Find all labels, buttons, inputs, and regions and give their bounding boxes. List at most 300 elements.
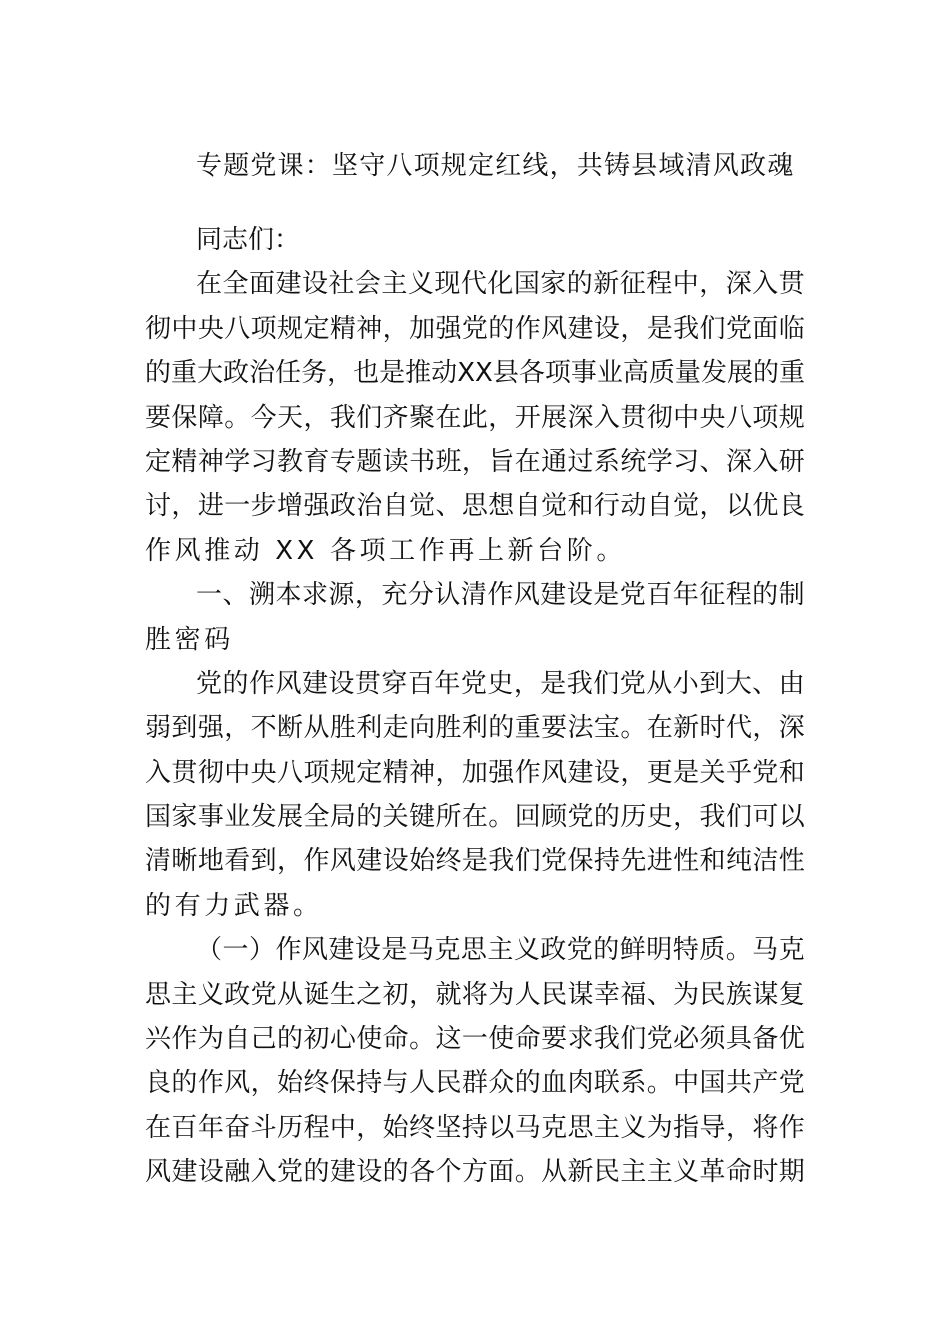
glyph: 神: [197, 446, 224, 477]
glyph: 强: [197, 713, 224, 744]
section-heading-line: [145, 618, 805, 662]
glyph: 我: [593, 1024, 620, 1055]
glyph: 设: [593, 757, 620, 788]
glyph: 学: [224, 446, 251, 477]
glyph: 齐: [382, 402, 409, 433]
glyph: 充: [381, 580, 408, 611]
glyph: 神: [409, 757, 436, 788]
glyph: ，: [725, 1112, 752, 1143]
paragraph-line: [145, 484, 805, 528]
glyph: 们: [620, 1024, 647, 1055]
glyph: 治: [249, 358, 276, 389]
glyph: （: [196, 935, 223, 966]
glyph: 精: [329, 313, 356, 344]
glyph: 义: [197, 979, 224, 1010]
glyph: 作: [197, 1068, 224, 1099]
glyph: 全: [303, 802, 330, 833]
glyph: 与: [382, 1068, 409, 1099]
glyph: 的: [752, 580, 779, 611]
glyph: 的: [488, 313, 515, 344]
glyph: 读: [382, 446, 409, 477]
glyph: 弱: [145, 713, 172, 744]
glyph: 作: [514, 313, 541, 344]
glyph: 坚: [435, 1112, 462, 1143]
glyph: 个: [435, 1157, 462, 1188]
glyph: 步: [250, 491, 277, 522]
glyph: 障: [197, 402, 224, 433]
glyph: ，: [513, 668, 540, 699]
glyph: 风: [541, 313, 568, 344]
glyph: 。: [224, 402, 251, 433]
glyph: 从: [541, 1157, 568, 1188]
glyph: 必: [673, 1024, 700, 1055]
glyph: 为: [488, 979, 515, 1010]
glyph: 社: [328, 269, 355, 300]
paragraph-line: [145, 839, 805, 883]
paragraph-line: [145, 351, 805, 395]
glyph: 深: [725, 446, 752, 477]
glyph: 入: [752, 269, 779, 300]
glyph: 作: [487, 580, 514, 611]
glyph: 深: [725, 269, 752, 300]
glyph: 此: [461, 402, 488, 433]
glyph: 推: [405, 358, 432, 389]
glyph: 不: [250, 713, 277, 744]
glyph: 主: [381, 269, 408, 300]
glyph: 事: [570, 358, 597, 389]
glyph: 性: [778, 846, 805, 877]
glyph: 旨: [488, 446, 515, 477]
glyph: 家: [540, 269, 567, 300]
glyph: 利: [461, 713, 488, 744]
glyph: 风: [541, 757, 568, 788]
glyph: 始: [409, 846, 436, 877]
glyph: 优: [778, 1024, 805, 1055]
paragraph-line: [145, 396, 805, 440]
glyph: 国: [699, 1068, 726, 1099]
glyph: 主: [646, 1157, 673, 1188]
glyph: 党: [646, 1024, 673, 1055]
glyph: 保: [329, 1068, 356, 1099]
glyph: 终: [303, 1068, 330, 1099]
glyph: 共: [725, 1068, 752, 1099]
glyph: 展: [541, 402, 568, 433]
glyph: 国: [145, 802, 172, 833]
glyph: 增: [277, 491, 304, 522]
glyph: 人: [514, 979, 541, 1010]
glyph: ，: [354, 580, 381, 611]
glyph: 定: [356, 757, 383, 788]
glyph: 觉: [409, 491, 436, 522]
glyph: 一: [224, 491, 251, 522]
glyph: 加: [461, 757, 488, 788]
glyph: ，: [461, 446, 488, 477]
glyph: 贯: [354, 668, 381, 699]
glyph: 进: [197, 491, 224, 522]
glyph: ，: [382, 313, 409, 344]
glyph: 党: [541, 846, 568, 877]
paragraph-line: [145, 662, 805, 706]
glyph: 研: [778, 446, 805, 477]
glyph: 的: [488, 713, 515, 744]
glyph: 由: [778, 668, 805, 699]
glyph: 回: [514, 802, 541, 833]
glyph: 的: [171, 1068, 198, 1099]
glyph: 百: [646, 580, 673, 611]
glyph: 强: [488, 757, 515, 788]
glyph: 想: [488, 491, 515, 522]
glyph: 使: [356, 1024, 383, 1055]
glyph: 题: [356, 446, 383, 477]
glyph: 业: [596, 358, 623, 389]
glyph: 更: [646, 757, 673, 788]
glyph: 们: [699, 313, 726, 344]
glyph: 福: [620, 979, 647, 1010]
glyph: ，: [277, 846, 304, 877]
glyph: 和: [699, 846, 726, 877]
glyph: 源: [328, 580, 355, 611]
glyph: 入: [145, 757, 172, 788]
glyph: 书: [409, 446, 436, 477]
glyph: 强: [303, 491, 330, 522]
glyph: 到: [699, 668, 726, 699]
glyph: 从: [303, 713, 330, 744]
glyph: 在: [461, 802, 488, 833]
glyph: 深: [567, 402, 594, 433]
glyph: 彻: [646, 402, 673, 433]
glyph: 党: [619, 580, 646, 611]
glyph: 育: [303, 446, 330, 477]
glyph: 入: [250, 1157, 277, 1188]
glyph: ，: [250, 1068, 277, 1099]
glyph: 代: [725, 713, 752, 744]
glyph: 利: [356, 713, 383, 744]
glyph: 强: [435, 313, 462, 344]
glyph: 重: [171, 358, 198, 389]
glyph: 走: [382, 713, 409, 744]
glyph: 清: [460, 580, 487, 611]
glyph: 命: [514, 1024, 541, 1055]
glyph: 在: [646, 713, 673, 744]
glyph: 在: [145, 1112, 172, 1143]
glyph: 要: [145, 402, 172, 433]
glyph: 精: [171, 446, 198, 477]
glyph: 制: [778, 580, 805, 611]
glyph: 发: [700, 358, 727, 389]
glyph: 的: [382, 1157, 409, 1188]
glyph: 现: [434, 269, 461, 300]
glyph: 为: [197, 1024, 224, 1055]
glyph: 、: [646, 979, 673, 1010]
glyph: 设: [328, 668, 355, 699]
glyph: 重: [778, 358, 805, 389]
glyph: XX: [457, 358, 493, 389]
glyph: 国: [513, 269, 540, 300]
glyph: 程: [646, 269, 673, 300]
paragraph-line: [145, 1017, 805, 1061]
section-heading-text: 胜密码: [145, 624, 234, 655]
glyph: 年: [197, 1112, 224, 1143]
glyph: 思: [461, 491, 488, 522]
glyph: 联: [593, 1068, 620, 1099]
glyph: 临: [778, 313, 805, 344]
glyph: 加: [409, 313, 436, 344]
glyph: 风: [329, 846, 356, 877]
glyph: 始: [382, 1112, 409, 1143]
glyph: 程: [303, 1112, 330, 1143]
glyph: 事: [197, 802, 224, 833]
glyph: ）: [248, 935, 275, 966]
glyph: 的: [145, 358, 172, 389]
glyph: 新: [593, 269, 620, 300]
glyph: 系: [593, 446, 620, 477]
glyph: 聚: [409, 402, 436, 433]
paragraph-line: [145, 1061, 805, 1105]
glyph: 的: [593, 935, 620, 966]
glyph: 的: [277, 1024, 304, 1055]
glyph: 百: [171, 1112, 198, 1143]
glyph: 设: [301, 269, 328, 300]
glyph: 央: [197, 313, 224, 344]
glyph: 作: [275, 935, 302, 966]
glyph: 溯: [248, 580, 275, 611]
glyph: 之: [356, 979, 383, 1010]
glyph: 教: [277, 446, 304, 477]
glyph: 年: [434, 668, 461, 699]
glyph: 使: [488, 1024, 515, 1055]
glyph: 党: [778, 1068, 805, 1099]
glyph: 建: [356, 846, 383, 877]
glyph: 乎: [725, 757, 752, 788]
glyph: 中: [171, 313, 198, 344]
glyph: 展: [726, 358, 753, 389]
glyph: 作: [248, 668, 275, 699]
glyph: 具: [725, 1024, 752, 1055]
paragraph-line: [145, 1150, 805, 1194]
glyph: 党: [196, 668, 223, 699]
glyph: ，: [620, 757, 647, 788]
glyph: 过: [567, 446, 594, 477]
glyph: 讨: [145, 491, 172, 522]
glyph: 义: [673, 1157, 700, 1188]
glyph: 血: [541, 1068, 568, 1099]
glyph: 党: [461, 313, 488, 344]
glyph: 小: [672, 668, 699, 699]
glyph: 风: [275, 668, 302, 699]
glyph: 主: [171, 979, 198, 1010]
glyph: 习: [250, 446, 277, 477]
glyph: 民: [541, 979, 568, 1010]
glyph: 鲜: [619, 935, 646, 966]
glyph: 良: [778, 491, 805, 522]
glyph: 从: [646, 668, 673, 699]
glyph: 们: [356, 402, 383, 433]
glyph: 一: [196, 580, 223, 611]
glyph: 到: [250, 846, 277, 877]
glyph: 治: [356, 491, 383, 522]
glyph: 。: [488, 802, 515, 833]
glyph: 时: [752, 1157, 779, 1188]
glyph: ，: [303, 402, 330, 433]
glyph: 项: [250, 313, 277, 344]
glyph: 诞: [303, 979, 330, 1010]
glyph: 以: [488, 1112, 515, 1143]
glyph: 们: [725, 802, 752, 833]
glyph: 斗: [250, 1112, 277, 1143]
glyph: 建: [567, 757, 594, 788]
glyph: 。: [646, 1068, 673, 1099]
glyph: 设: [197, 1157, 224, 1188]
glyph: 征: [699, 580, 726, 611]
glyph: 是: [593, 580, 620, 611]
glyph: 建: [275, 269, 302, 300]
section-heading-line: [145, 573, 805, 617]
glyph: 是: [646, 313, 673, 344]
glyph: 马: [407, 935, 434, 966]
salutation: [145, 218, 805, 262]
glyph: 面: [752, 313, 779, 344]
glyph: 央: [699, 402, 726, 433]
glyph: 晰: [171, 846, 198, 877]
glyph: 马: [752, 935, 779, 966]
glyph: 进: [646, 846, 673, 877]
glyph: 导: [699, 1112, 726, 1143]
glyph: 。: [620, 713, 647, 744]
glyph: 持: [461, 1112, 488, 1143]
salutation-text: 同志们：: [196, 225, 301, 255]
glyph: 党: [277, 1157, 304, 1188]
glyph: 量: [674, 358, 701, 389]
glyph: 质: [648, 358, 675, 389]
glyph: 面: [248, 269, 275, 300]
glyph: 要: [541, 1024, 568, 1055]
glyph: 主: [620, 1157, 647, 1188]
glyph: 革: [699, 1157, 726, 1188]
glyph: ，: [356, 1112, 383, 1143]
glyph: 风: [224, 1068, 251, 1099]
paragraph-line: [145, 795, 805, 839]
paragraph-line: [145, 440, 805, 484]
glyph: ，: [171, 491, 198, 522]
glyph: 兴: [145, 1024, 172, 1055]
glyph: 、: [699, 446, 726, 477]
paragraph-line: [145, 706, 805, 750]
glyph: 党: [566, 935, 593, 966]
glyph: 规: [329, 757, 356, 788]
glyph: 顾: [541, 802, 568, 833]
glyph: 为: [673, 979, 700, 1010]
glyph: 民: [435, 1068, 462, 1099]
paragraph-line: [145, 262, 805, 306]
glyph: 思: [145, 979, 172, 1010]
glyph: 动: [431, 358, 458, 389]
glyph: 定: [145, 446, 172, 477]
glyph: 期: [778, 1157, 805, 1188]
glyph: ，: [699, 491, 726, 522]
glyph: 方: [461, 1157, 488, 1188]
glyph: 穿: [381, 668, 408, 699]
glyph: 党: [619, 668, 646, 699]
glyph: 代: [460, 269, 487, 300]
paragraph-line: [145, 928, 805, 972]
glyph: 也: [353, 358, 380, 389]
glyph: 人: [409, 1068, 436, 1099]
glyph: 群: [461, 1068, 488, 1099]
glyph: 彻: [197, 757, 224, 788]
glyph: 以: [778, 802, 805, 833]
glyph: 的: [752, 358, 779, 389]
glyph: 义: [407, 269, 434, 300]
glyph: 我: [673, 313, 700, 344]
glyph: 、: [752, 668, 779, 699]
glyph: 中: [672, 269, 699, 300]
glyph: 今: [250, 402, 277, 433]
glyph: 是: [379, 358, 406, 389]
glyph: 一: [461, 1024, 488, 1055]
glyph: 彻: [145, 313, 172, 344]
glyph: 时: [699, 713, 726, 744]
glyph: 看: [224, 846, 251, 877]
glyph: 精: [382, 757, 409, 788]
glyph: 的: [566, 269, 593, 300]
glyph: 自: [224, 1024, 251, 1055]
glyph: 大: [725, 668, 752, 699]
glyph: 贯: [171, 757, 198, 788]
glyph: 融: [224, 1157, 251, 1188]
glyph: ，: [752, 713, 779, 744]
glyph: 业: [224, 802, 251, 833]
glyph: 将: [461, 979, 488, 1010]
glyph: 思: [567, 1112, 594, 1143]
glyph: 克: [541, 1112, 568, 1143]
glyph: 本: [275, 580, 302, 611]
glyph: 马: [514, 1112, 541, 1143]
glyph: 发: [250, 802, 277, 833]
glyph: 中: [329, 1112, 356, 1143]
glyph: ，: [327, 358, 354, 389]
glyph: 天: [277, 402, 304, 433]
glyph: 定: [303, 313, 330, 344]
glyph: 我: [329, 402, 356, 433]
glyph: 各: [409, 1157, 436, 1188]
glyph: 新: [673, 713, 700, 744]
glyph: 持: [593, 846, 620, 877]
glyph: 质: [699, 935, 726, 966]
glyph: 中: [673, 1068, 700, 1099]
glyph: 历: [620, 802, 647, 833]
glyph: 我: [488, 846, 515, 877]
glyph: 纯: [725, 846, 752, 877]
glyph: 向: [409, 713, 436, 744]
glyph: 终: [435, 846, 462, 877]
glyph: 洁: [752, 846, 779, 877]
glyph: 。: [725, 935, 752, 966]
glyph: 谋: [752, 979, 779, 1010]
glyph: 克: [778, 935, 805, 966]
glyph: 自: [382, 491, 409, 522]
glyph: 八: [277, 757, 304, 788]
glyph: 义: [620, 1112, 647, 1143]
document-title: 专题党课：坚守八项规定红线，共铸县域清风政魂: [196, 151, 795, 181]
glyph: 作: [171, 1024, 198, 1055]
glyph: 这: [435, 1024, 462, 1055]
glyph: 复: [778, 979, 805, 1010]
glyph: 设: [382, 846, 409, 877]
glyph: 奋: [224, 1112, 251, 1143]
glyph: 始: [277, 1068, 304, 1099]
glyph: 众: [488, 1068, 515, 1099]
glyph: 幸: [593, 979, 620, 1010]
